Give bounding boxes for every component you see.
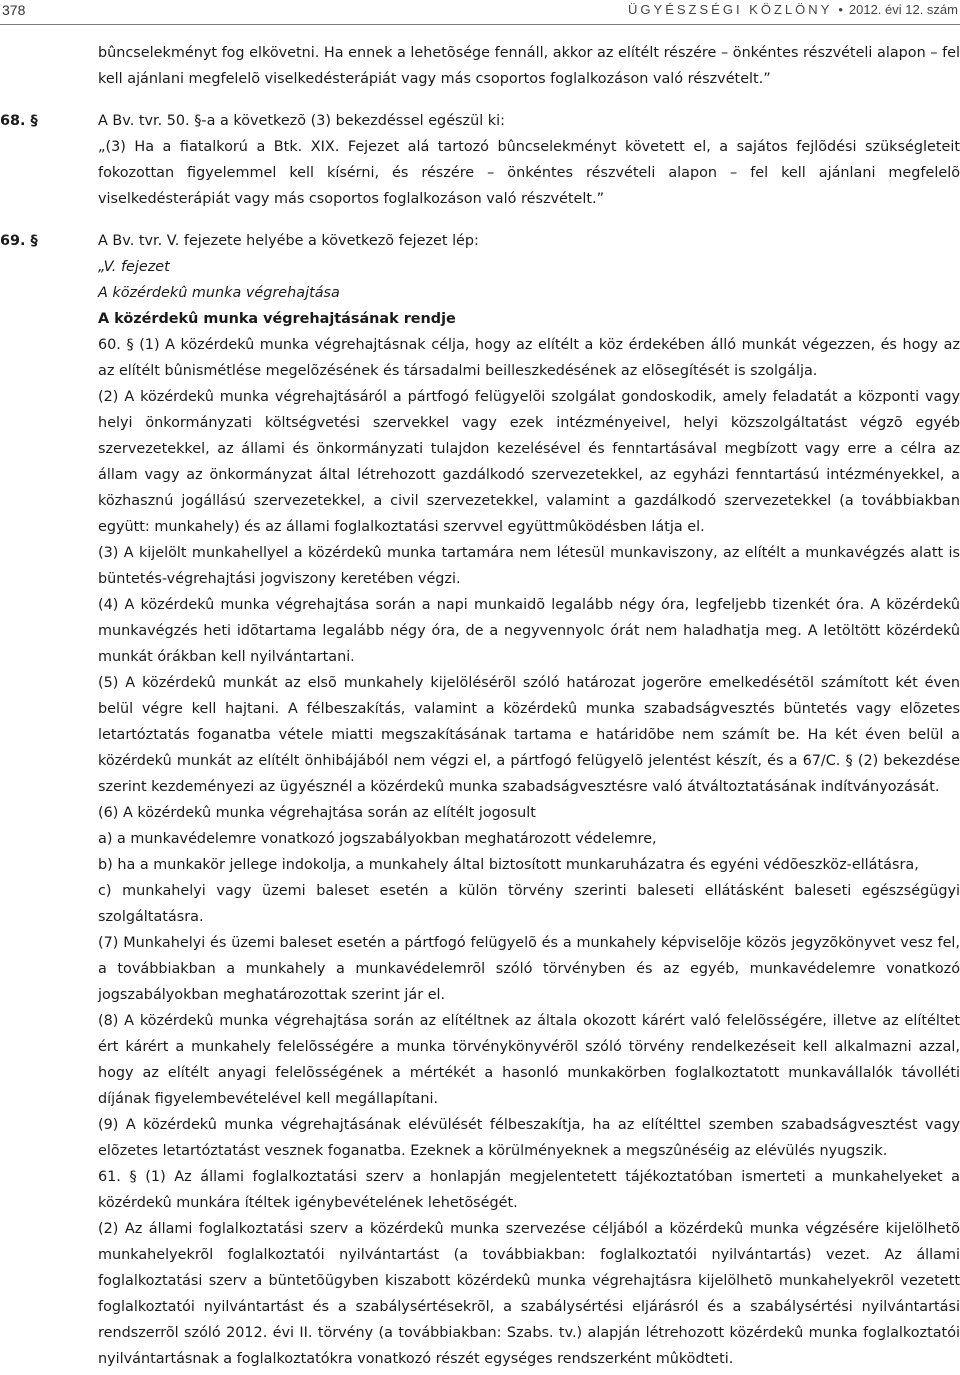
body-paragraph: (7) Munkahelyi és üzemi baleset esetén a pártfogó felügyelõ és a munkahely képviselõje közös jegyzõkönyvet vesz fel, a továbbiakban a munkahely a munkavédelemrõl szóló törvényben és az egyéb, munkavédelemre vonatkozó jogszabályokban meghatározottak szerint jár el. (98, 935, 960, 1003)
paragraph-list (98, 332, 960, 1372)
intro-paragraph: bûncselekményt fog elkövetni. Ha ennek a lehetõsége fennáll, akkor az elítélt részére – önkéntes részvételi alapon – fel kell ajánlani megfelelõ viselkedésterápiát vagy más csoportos foglalkozáson való részvételt.” (98, 45, 960, 87)
body-paragraph: (5) A közérdekû munkát az elsõ munkahely kijelölésérõl szóló határozat jogerõre emelkedésétõl számított két éven belül végre kell hajtani. A félbeszakítás, valamint a közérdekû munka szabadságvesztés büntetés vagy elõzetes letartóztatás foganatba vétele miatti megszakításának tartama e határidõbe nem számít be. Ha két éven belül a közérdekû munkát az elítélt önhibájából nem végzi el, a pártfogó felügyelõ jelentést készít, és a 67/C. § (2) bekezdése szerint kezdeményezi az ügyésznél a közérdekû munka szabadságvesztésre való átváltoztatásának indítványozását. (98, 675, 960, 795)
journal-title: ÜGYÉSZSÉGI KÖZLÖNY (628, 2, 833, 17)
chapter-subtitle: A közérdekû munka végrehajtásának rendje (98, 311, 456, 327)
chapter-number: „V. fejezet (98, 259, 170, 275)
section-text: A Bv. tvr. V. fejezete helyébe a következõ fejezet lép: (98, 233, 479, 249)
issue-label: 2012. évi 12. szám (848, 2, 958, 17)
chapter-title: A közérdekû munka végrehajtása (98, 285, 340, 301)
section-68-paragraph: „(3) Ha a fiatalkorú a Btk. XIX. Fejezet alá tartozó bûncselekményt követett el, a sajátos fejlõdési szükségleteit fokozottan figyelemmel kell kísérni, és részére – önkéntes részvételi alapon – fel kell ajánlani megfelelõ viselkedésterápiát vagy más csoportos foglalkozáson való részvételt.” (98, 139, 960, 207)
page-number: 378 (2, 2, 26, 18)
body-paragraph: (2) Az állami foglalkoztatási szerv a közérdekû munka szervezése céljából a közérdekû munka végzésére kijelölhetõ munkahelyekrõl foglalkoztatói nyilvántartást (a továbbiakban: foglalkoztatói nyilvántartás) vezet. Az állami foglalkoztatási szerv a büntetõügyben kiszabott közérdekû munka végrehajtásra kijelölhetõ munkahelyekrõl vezetett foglalkoztatói nyilvántartást és a szabálysértésekrõl, a szabálysértési eljárásról és a szabálysértési nyilvántartási rendszerrõl szóló 2012. évi II. törvény (a továbbiakban: Szabs. tv.) alapján létrehozott közérdekû munka foglalkoztatói nyilvántartásnak a foglalkoztatókra vonatkozó részét egységes rendszerként mûködteti. (98, 1221, 960, 1367)
body-paragraph: (8) A közérdekû munka végrehajtása során az elítéltnek az általa okozott kárért való felelõsségére, illetve az elítéltet ért kárért a munkahely felelõsségére a munka törvénykönyvérõl szóló törvény rendelkezéseit kell alkalmazni azzal, hogy az elítélt anyagi felelõsségének a mértékét a hasonló munkakörben foglalkoztatott munkavállalók távolléti díjának figyelembevételével kell megállapítani. (98, 1013, 960, 1107)
section-68-heading (0, 108, 960, 134)
body-paragraph: (2) A közérdekû munka végrehajtásáról a pártfogó felügyelõi szolgálat gondoskodik, amely feladatát a központi vagy helyi önkormányzati költségvetési szervekkel vagy ezek intézményeivel, helyi közszolgáltatást végzõ egyéb szervezetekkel, az állami és önkormányzati tulajdon kezelésével és fenntartásával megbízott vagy erre a célra az állam vagy az önkormányzat által létrehozott gazdálkodó szervezetekkel, az egyházi fenntartású intézményekkel, a közhasznú jogállású szervezetekkel, a civil szervezetekkel, valamint a gazdálkodó szervezetekkel (a továbbiakban együtt: munkahely) és az állami foglalkoztatási szervvel együttmûködésben látja el. (98, 389, 960, 535)
body-paragraph: 61. § (1) Az állami foglalkoztatási szerv a honlapján megjelentetett tájékoztatóban ismerteti a munkahelyeket a közérdekû munkára ítéltek igénybevételének lehetõségét. (98, 1169, 960, 1211)
body-paragraph: 60. § (1) A közérdekû munka végrehajtásnak célja, hogy az elítélt a köz érdekében álló munkát végezzen, és hogy az az elítélt bûnismétlése megelõzésének és társadalmi beilleszkedésének az elõsegítését is szolgálja. (98, 337, 960, 379)
section-text: A Bv. tvr. 50. §-a a következõ (3) bekezdéssel egészül ki: (98, 113, 505, 129)
body-paragraph: a) a munkavédelemre vonatkozó jogszabályokban meghatározott védelemre, (98, 831, 657, 847)
body-paragraph: (9) A közérdekû munka végrehajtásának elévülését félbeszakítja, ha az elítélttel szemben szabadságvesztést vagy elõzetes letartóztatást vesznek foganatba. Ezeknek a körülményeknek a megszûnéséig az elévülés nyugszik. (98, 1117, 960, 1159)
running-head (628, 2, 958, 17)
body-paragraph: b) ha a munkakör jellege indokolja, a munkahely által biztosított munkaruházatra és egyéni védõeszköz-ellátásra, (98, 857, 919, 873)
body-paragraph: (6) A közérdekû munka végrehajtása során az elítélt jogosult (98, 805, 536, 821)
bullet-separator: • (838, 2, 843, 17)
body-paragraph: (4) A közérdekû munka végrehajtása során a napi munkaidõ legalább négy óra, legfeljebb tizenkét óra. A közérdekû munkavégzés heti idõtartama legalább négy óra, de a negyvennyolc órát nem haladhatja meg. A letöltött közérdekû munkát órákban kell nyilvántartani. (98, 597, 960, 665)
section-69-heading (0, 228, 960, 254)
section-number: 69. § (0, 233, 38, 249)
section-number: 68. § (0, 113, 38, 129)
body-paragraph: (3) A kijelölt munkahellyel a közérdekû munka tartamára nem létesül munkaviszony, az elítélt a munkavégzés alatt is büntetés-végrehajtási jogviszony keretében végzi. (98, 545, 960, 587)
header-rule (0, 24, 960, 25)
document-body (0, 40, 960, 1372)
page-header (0, 0, 960, 22)
body-paragraph: c) munkahelyi vagy üzemi baleset esetén a külön törvény szerinti baleseti ellátásként baleseti egészségügyi szolgáltatásra. (98, 883, 960, 925)
